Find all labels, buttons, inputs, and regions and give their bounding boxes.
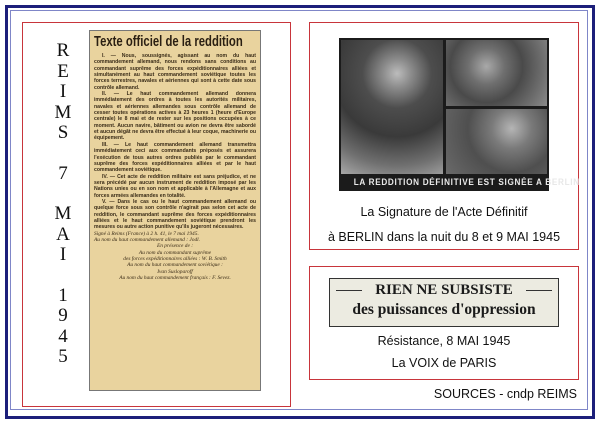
clipping-title: Texte officiel de la reddition [94, 34, 243, 50]
vertical-gap [51, 184, 75, 204]
left-panel [22, 22, 291, 407]
photo-officers [446, 40, 547, 106]
sources-credit: SOURCES - cndp REIMS [433, 387, 577, 401]
vertical-gap [51, 266, 75, 286]
headline-rule [526, 290, 552, 291]
signature-line: Au nom du haut commandement français : F. Sevez. [119, 275, 231, 282]
vertical-letter: 9 [58, 305, 68, 326]
vertical-letter: E [57, 60, 69, 82]
vertical-letter: A [56, 223, 70, 245]
headline-line2: des puissances d'oppression [352, 301, 536, 318]
resistance-panel [309, 266, 579, 380]
newspaper-headline [329, 278, 559, 327]
headline-line1: RIEN NE SUBSISTE [375, 282, 513, 298]
signing-photo [339, 38, 580, 191]
article-paragraph: IV. — Cet acte de reddition militaire est sans préjudice, et ne sera précédé par aucun instrument de reddition imposé par les Nations unies ou en son nom et applicable à l'Allemagne et aux forces armées allemandes en totalité. [94, 173, 256, 199]
signature-line: Au nom du haut commandement allemand : Jodl. [94, 236, 200, 243]
vertical-letter: S [57, 122, 69, 143]
article-paragraph: III. — Le haut commandement allemand transmettra immédiatement ceci aux commandants préposés et assurera l'exécution de tous autres ordres publiés par le commandant suprême des forces expéditionnaires alliées et par le haut commandement soviétique. [94, 141, 256, 174]
vertical-letter: R [56, 40, 70, 61]
photo-marshal [341, 40, 443, 174]
signature-line: En présence de : [156, 243, 194, 250]
vertical-gap [51, 144, 75, 164]
newspaper-clipping [89, 30, 261, 391]
signature-line: Au nom du haut commandement soviétique : [127, 262, 223, 269]
berlin-panel [309, 22, 579, 250]
vertical-letter: 1 [58, 284, 68, 306]
article-paragraph: V. — Dans le cas ou le haut commandement allemand ou quelque force sous son contrôle n'agirait pas selon cet acte de reddition, le commandant suprême des forces expéditionnaires alliées et le haut commandement soviétique prendront les mesures ou autre action punitive qu'ils jugeront nécessaires. [94, 198, 256, 231]
vertical-letter: 5 [58, 346, 68, 367]
vertical-letter: 7 [58, 162, 68, 184]
vertical-letter: 4 [58, 325, 68, 347]
article-paragraph: II. — Le haut commandement allemand donnera immédiatement des ordres à toutes les autorités militaires, navales et aériennes allemandes sous contrôle allemand de cesser toutes opérations actives à 23 heures 1 (heure d'Europe centrale) le 8 mai et de rester sur les positions occupées à ce moment. Aucun navire, bâtiment ou avion ne devra être sabordé et aucun dégât ne devra être effectué à leur coque, machinerie ou équipement. [94, 91, 256, 142]
photo-banner: LA REDDITION DÉFINITIVE EST SIGNÉE A BERLIN [353, 177, 580, 188]
vertical-letter: M [54, 203, 72, 224]
vertical-letter: M [54, 101, 72, 123]
caption-line: La VOIX de PARIS [391, 356, 497, 370]
article-paragraph: I. — Nous, soussignés, agissant au nom du haut commandement allemand, nous rendons sans conditions au commandant suprême des forces expéditionnaires alliées et simultanément au haut commandement soviétique toutes les forces terrestres, navales et aériennes qui sont à cette date sous contrôle allemand. [94, 53, 256, 91]
caption-line: La Signature de l'Acte Définitif [360, 205, 528, 219]
photo-keitel [446, 109, 547, 174]
signature-line: Ivan Susloparoff [157, 268, 193, 275]
caption-line: à BERLIN dans la nuit du 8 et 9 MAI 1945 [327, 230, 561, 244]
signature-line: Au nom du commandant suprême [138, 249, 212, 256]
signature-line: Signé à Reims (France) à 2 h. 41, le 7 mai 1945. [94, 230, 199, 237]
vertical-letter: I [59, 81, 67, 102]
headline-rule [336, 290, 362, 291]
caption-line: Résistance, 8 MAI 1945 [377, 334, 511, 348]
vertical-title [51, 41, 75, 368]
vertical-letter: I [59, 244, 67, 265]
signature-line: des forces expéditionnaires alliées : W. B. Smith [123, 256, 227, 262]
